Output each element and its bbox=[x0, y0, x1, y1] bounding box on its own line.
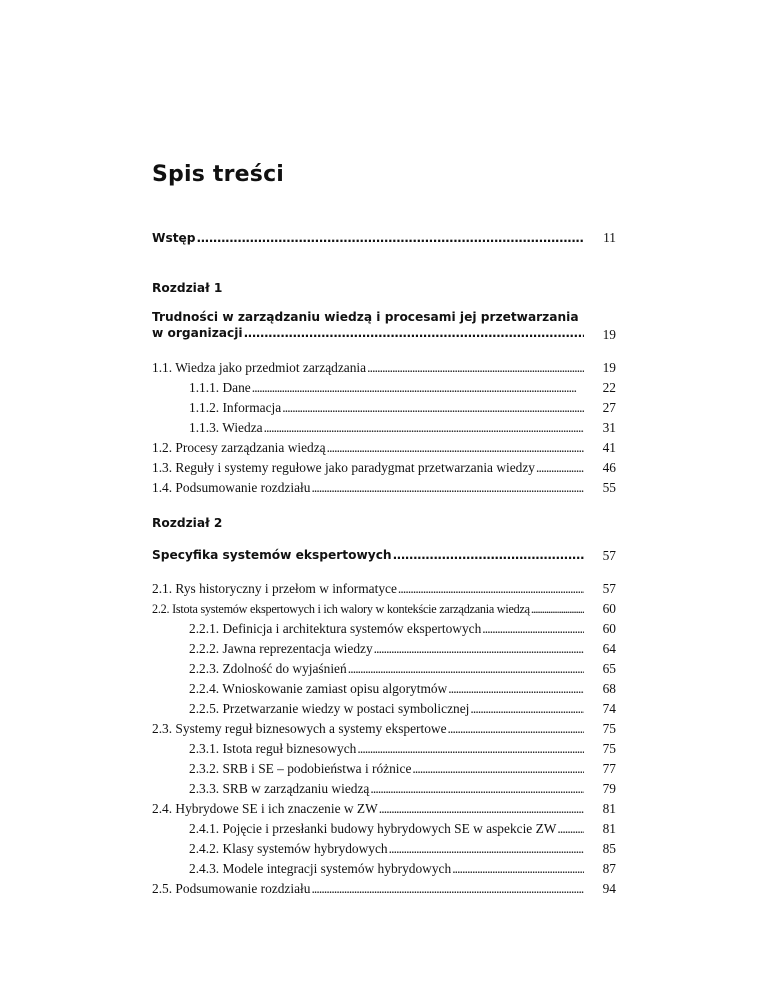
toc-page-number: 87 bbox=[602, 861, 616, 876]
toc-entry bbox=[152, 480, 584, 496]
toc-page-number: 55 bbox=[602, 480, 616, 495]
toc-entry-text: 2.2.1. Definicja i architektura systemów ekspertowych bbox=[189, 621, 482, 636]
toc-entry bbox=[152, 801, 584, 817]
toc-page-number: 11 bbox=[603, 230, 616, 245]
dot-leader bbox=[393, 547, 584, 563]
dot-leader bbox=[470, 701, 584, 717]
toc-page-number: 81 bbox=[602, 801, 616, 816]
dot-leader bbox=[379, 801, 584, 817]
toc-entry bbox=[189, 641, 584, 657]
toc-entry bbox=[189, 621, 584, 637]
toc-entry bbox=[152, 440, 584, 456]
toc-entry-text: 2.2.2. Jawna reprezentacja wiedzy bbox=[189, 641, 373, 656]
dot-leader bbox=[448, 721, 584, 737]
toc-entry-text: 2.3.1. Istota reguł biznesowych bbox=[189, 741, 357, 756]
toc-page-number: 68 bbox=[602, 681, 616, 696]
toc-entry bbox=[152, 360, 584, 376]
dot-leader bbox=[531, 601, 584, 617]
toc-entry-text: 1.1.2. Informacja bbox=[189, 400, 282, 415]
toc-page-number: 60 bbox=[602, 621, 616, 636]
toc-page-number: 85 bbox=[602, 841, 616, 856]
dot-leader bbox=[389, 841, 584, 857]
toc-page-number: 64 bbox=[602, 641, 616, 656]
chapter-1-title-line1: Trudności w zarządzaniu wiedzą i procesami jej przetwarzania bbox=[152, 310, 579, 324]
dot-leader bbox=[557, 821, 584, 837]
dot-leader bbox=[282, 400, 584, 416]
toc-page-number: 75 bbox=[602, 741, 616, 756]
dot-leader bbox=[244, 325, 584, 341]
dot-leader bbox=[448, 681, 584, 697]
toc-entry bbox=[189, 661, 584, 677]
toc-entry-text: 1.1. Wiedza jako przedmiot zarządzania bbox=[152, 360, 367, 375]
toc-entry bbox=[189, 861, 584, 877]
dot-leader bbox=[348, 661, 584, 677]
toc-entry-text: 2.3. Systemy reguł biznesowych a systemy ekspertowe bbox=[152, 721, 447, 736]
toc-page-number: 57 bbox=[602, 548, 616, 563]
toc-entry bbox=[189, 420, 584, 436]
toc-entry-text: 2.5. Podsumowanie rozdziału bbox=[152, 881, 311, 896]
toc-entry bbox=[189, 761, 584, 777]
toc-entry-text: 2.2.3. Zdolność do wyjaśnień bbox=[189, 661, 347, 676]
toc-page-number: 75 bbox=[602, 721, 616, 736]
toc-entry bbox=[189, 400, 584, 416]
dot-leader bbox=[482, 621, 584, 637]
toc-entry bbox=[189, 741, 584, 757]
dot-leader bbox=[327, 440, 584, 456]
toc-entry-text: 2.2.4. Wnioskowanie zamiast opisu algorytmów bbox=[189, 681, 448, 696]
toc-entry bbox=[152, 881, 584, 897]
toc-page-number: 65 bbox=[602, 661, 616, 676]
toc-entry-wstep bbox=[152, 230, 584, 246]
dot-leader bbox=[264, 420, 584, 436]
dot-leader bbox=[252, 380, 584, 396]
toc-entry-text: 1.3. Reguły i systemy regułowe jako paradygmat przetwarzania wiedzy bbox=[152, 460, 535, 475]
toc-entry-text: Specyfika systemów ekspertowych bbox=[152, 548, 392, 562]
chapter-heading-1: Rozdział 1 bbox=[152, 281, 223, 295]
dot-leader bbox=[367, 360, 584, 376]
dot-leader bbox=[398, 581, 584, 597]
toc-page-number: 60 bbox=[602, 601, 616, 616]
toc-entry bbox=[189, 841, 584, 857]
toc-entry-text: 2.4.1. Pojęcie i przesłanki budowy hybrydowych SE w aspekcie ZW bbox=[189, 821, 557, 836]
toc-page-number: 79 bbox=[602, 781, 616, 796]
toc-page-number: 46 bbox=[602, 460, 616, 475]
toc-page-number: 27 bbox=[602, 400, 616, 415]
toc-page-number: 74 bbox=[602, 701, 616, 716]
chapter-heading-2: Rozdział 2 bbox=[152, 516, 223, 530]
toc-entry bbox=[189, 781, 584, 797]
toc-entry-text: 1.1.1. Dane bbox=[189, 380, 251, 395]
toc-page-number: 19 bbox=[602, 360, 616, 375]
toc-entry-text: 2.4. Hybrydowe SE i ich znaczenie w ZW bbox=[152, 801, 378, 816]
toc-page-number: 94 bbox=[602, 881, 616, 896]
toc-page-number: 19 bbox=[602, 327, 616, 342]
toc-entry bbox=[152, 460, 584, 476]
toc-entry-text: 2.4.3. Modele integracji systemów hybrydowych bbox=[189, 861, 452, 876]
toc-entry-text: 1.2. Procesy zarządzania wiedzą bbox=[152, 440, 326, 455]
dot-leader bbox=[197, 230, 584, 246]
toc-entry-text: 2.1. Rys historyczny i przełom w informatyce bbox=[152, 581, 397, 596]
toc-entry bbox=[152, 601, 584, 617]
toc-page-number: 41 bbox=[602, 440, 616, 455]
toc-entry bbox=[189, 821, 584, 837]
toc-page-number: 31 bbox=[602, 420, 616, 435]
toc-page-number: 81 bbox=[602, 821, 616, 836]
dot-leader bbox=[311, 881, 584, 897]
toc-entry-text: 1.1.3. Wiedza bbox=[189, 420, 263, 435]
dot-leader bbox=[370, 781, 584, 797]
toc-entry bbox=[189, 681, 584, 697]
toc-entry-text: 2.2.5. Przetwarzanie wiedzy w postaci symbolicznej bbox=[189, 701, 470, 716]
toc-entry-chapter-1-title bbox=[152, 325, 584, 341]
toc-page-number: 22 bbox=[602, 380, 616, 395]
dot-leader bbox=[536, 460, 584, 476]
toc-page-number: 77 bbox=[602, 761, 616, 776]
dot-leader bbox=[412, 761, 584, 777]
toc-title: Spis treści bbox=[152, 162, 285, 187]
toc-entry-text: 1.4. Podsumowanie rozdziału bbox=[152, 480, 311, 495]
toc-entry-text: 2.4.2. Klasy systemów hybrydowych bbox=[189, 841, 388, 856]
toc-entry-text: Wstęp bbox=[152, 231, 196, 245]
toc-entry-text: 2.3.2. SRB i SE – podobieństwa i różnice bbox=[189, 761, 412, 776]
toc-entry-text: w organizacji bbox=[152, 326, 243, 340]
toc-entry bbox=[189, 380, 584, 396]
toc-entry bbox=[152, 721, 584, 737]
toc-entry-text: 2.3.3. SRB w zarządzaniu wiedzą bbox=[189, 781, 370, 796]
toc-entry-text: 2.2. Istota systemów ekspertowych i ich walory w kontekście zarządzania wiedzą bbox=[152, 602, 530, 616]
dot-leader bbox=[452, 861, 584, 877]
dot-leader bbox=[357, 741, 584, 757]
toc-entry-chapter-2-title bbox=[152, 547, 584, 563]
toc-entry bbox=[152, 581, 584, 597]
dot-leader bbox=[374, 641, 584, 657]
dot-leader bbox=[311, 480, 584, 496]
toc-entry bbox=[189, 701, 584, 717]
toc-page-number: 57 bbox=[602, 581, 616, 596]
